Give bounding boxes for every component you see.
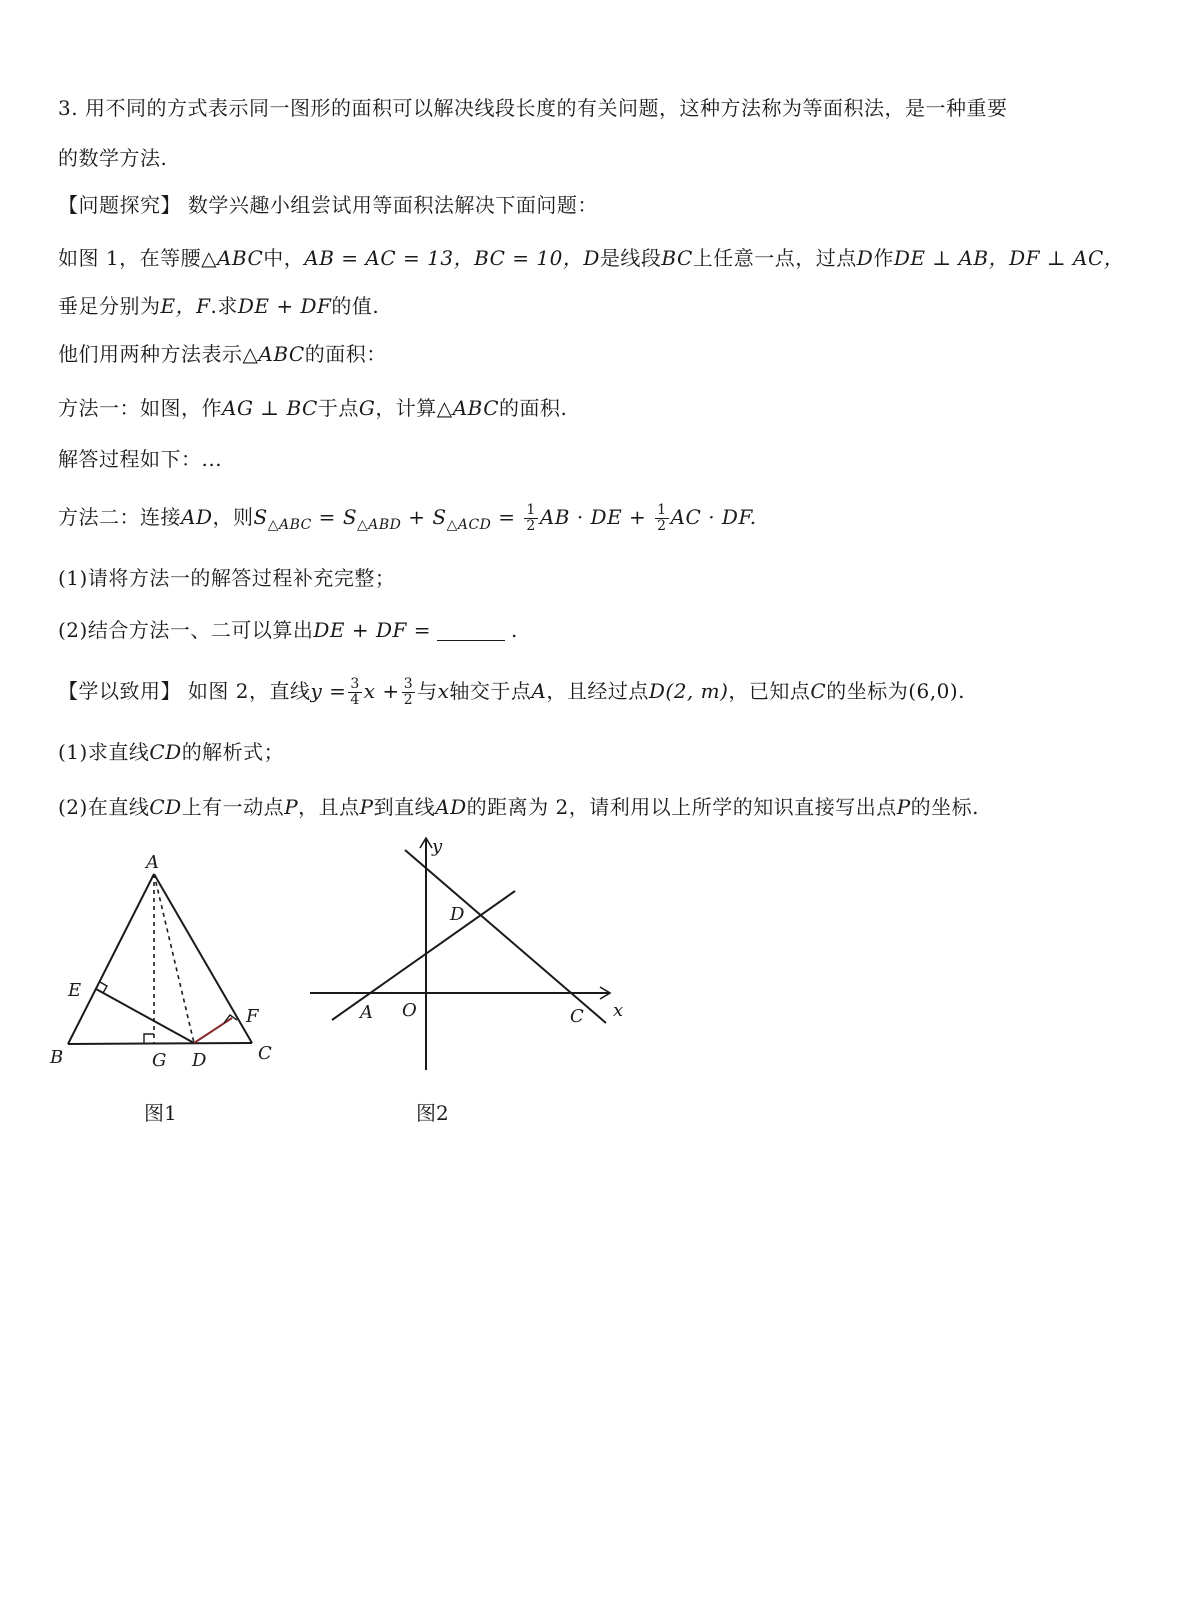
sub-question-2: (2)在直线CD上有一动点P，且点P到直线AD的距离为 2，请利用以上所学的知识直接写出点P的坐标.: [58, 795, 980, 819]
section-apply: 【学以致用】 如图 2，直线y = $\frac{3}{4}$ x + $\frac{3}{2}$ 与x轴交于点A，且经过点D(2, m)，已知点C的坐标为(6,0).: [58, 676, 965, 708]
side-ac: [154, 874, 252, 1043]
label-a: A: [146, 852, 159, 873]
fraction-half: $\frac{1}{2}$: [657, 502, 667, 534]
fraction-half: $\frac{1}{2}$: [526, 502, 536, 534]
question-2: (2)结合方法一、二可以算出DE + DF = .: [58, 618, 518, 642]
label-e: E: [68, 980, 82, 1001]
label-g: G: [152, 1050, 167, 1071]
solution-line: 解答过程如下：...: [58, 447, 223, 471]
line-ad: [332, 891, 515, 1020]
line-cd: [405, 850, 606, 1023]
section-problem-explore: 【问题探究】 数学兴趣小组尝试用等面积法解决下面问题：: [58, 193, 598, 217]
method-two-line: 方法二：连接AD，则$S_{\triangle ABC} = S_{\triangle ABD} + S_{\triangle ACD}$ = $\frac{1}{2}$ AB · DE + $\frac{1}{2}$ AC · DF.: [58, 502, 757, 534]
segment-ad: [154, 874, 194, 1043]
foot-line: 垂足分别为E，F.求DE + DF的值.: [58, 294, 380, 318]
section-tag: 【学以致用】: [58, 679, 181, 703]
fraction-three-quarters: $\frac{3}{4}$: [350, 676, 360, 708]
label-a: A: [360, 1002, 373, 1023]
side-bc: [68, 1043, 252, 1044]
label-d: D: [450, 904, 465, 925]
intro-line-1: 3. 用不同的方式表示同一图形的面积可以解决线段长度的有关问题，这种方法称为等面积法，是一种重要: [58, 96, 1008, 120]
segment-de: [96, 989, 194, 1043]
label-y: y: [432, 836, 443, 857]
fraction-three-halves: $\frac{3}{2}$: [403, 676, 414, 708]
question-1: (1)请将方法一的解答过程补充完整；: [58, 566, 396, 590]
method-one-line: 方法一：如图，作AG ⊥ BC于点G，计算△ABC的面积.: [58, 396, 568, 420]
section-tag: 【问题探究】: [58, 193, 181, 217]
label-d: D: [192, 1050, 207, 1071]
intro-line-2: 的数学方法.: [58, 146, 168, 170]
right-angle-g: [144, 1034, 154, 1043]
label-f: F: [246, 1006, 259, 1027]
figure-2-coordinate-plane: [300, 830, 640, 1140]
label-o: O: [402, 1000, 417, 1021]
figure-1-caption: 图1: [144, 1101, 177, 1125]
label-c: C: [570, 1006, 584, 1027]
figure-2-caption: 图2: [416, 1101, 449, 1125]
two-methods-line: 他们用两种方法表示△ABC的面积：: [58, 342, 387, 366]
label-x: x: [613, 1000, 624, 1021]
segment-df: [194, 1018, 232, 1043]
figure1-description: 如图 1，在等腰△ABC中，AB = AC = 13，BC = 10，D是线段BC上任意一点，过点D作DE ⊥ AB，DF ⊥ AC，: [58, 246, 1125, 270]
figure-1-triangle: [40, 850, 300, 1140]
sub-question-1: (1)求直线CD的解析式；: [58, 740, 285, 764]
label-b: B: [50, 1047, 64, 1068]
label-c: C: [258, 1043, 272, 1064]
side-ab: [68, 874, 154, 1044]
answer-blank[interactable]: [437, 622, 505, 641]
